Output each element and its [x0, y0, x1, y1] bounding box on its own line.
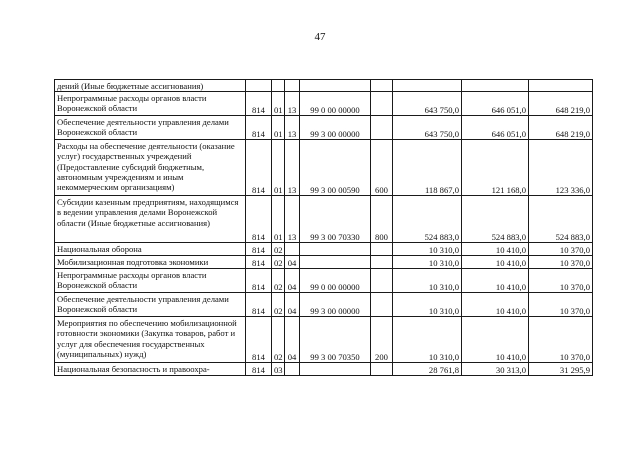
section-code: 02 — [272, 243, 285, 256]
table-row — [55, 293, 593, 317]
ministry-code: 814 — [246, 196, 272, 243]
section-code: 03 — [272, 363, 285, 376]
expense-type-code: 800 — [371, 196, 393, 243]
row-name: Субсидии казенным предприятиям, находящимся в ведении управления делами Воронежской области (Иные бюджетные ассигнования) — [55, 196, 246, 243]
year2-amount: 30 313,0 — [462, 363, 529, 376]
year3-amount: 123 336,0 — [529, 140, 593, 196]
subsection-code: 04 — [285, 269, 300, 293]
expense-type-code — [371, 269, 393, 293]
year1-amount: 10 310,0 — [393, 256, 462, 269]
ministry-code: 814 — [246, 140, 272, 196]
ministry-code: 814 — [246, 293, 272, 317]
target-code — [300, 80, 371, 92]
year1-amount: 118 867,0 — [393, 140, 462, 196]
year1-amount: 10 310,0 — [393, 269, 462, 293]
expense-type-code — [371, 80, 393, 92]
subsection-code: 04 — [285, 256, 300, 269]
row-name: Обеспечение деятельности управления делами Воронежской области — [55, 293, 246, 317]
subsection-code — [285, 80, 300, 92]
table-row — [55, 140, 593, 196]
year3-amount: 10 370,0 — [529, 243, 593, 256]
subsection-code — [285, 243, 300, 256]
year2-amount: 10 410,0 — [462, 293, 529, 317]
subsection-code: 13 — [285, 196, 300, 243]
year1-amount: 10 310,0 — [393, 293, 462, 317]
year1-amount: 524 883,0 — [393, 196, 462, 243]
expense-type-code — [371, 92, 393, 116]
table-row — [55, 363, 593, 376]
row-name: Непрограммные расходы органов власти Воронежской области — [55, 269, 246, 293]
table-row — [55, 196, 593, 243]
ministry-code: 814 — [246, 243, 272, 256]
subsection-code: 13 — [285, 116, 300, 140]
expense-type-code — [371, 116, 393, 140]
year1-amount: 10 310,0 — [393, 243, 462, 256]
year1-amount: 643 750,0 — [393, 92, 462, 116]
ministry-code: 814 — [246, 116, 272, 140]
year1-amount: 643 750,0 — [393, 116, 462, 140]
year3-amount: 524 883,0 — [529, 196, 593, 243]
page-number: 47 — [314, 31, 326, 43]
year2-amount: 121 168,0 — [462, 140, 529, 196]
subsection-code: 13 — [285, 92, 300, 116]
expense-type-code — [371, 363, 393, 376]
year2-amount — [462, 80, 529, 92]
subsection-code: 04 — [285, 293, 300, 317]
row-name: Обеспечение деятельности управления делами Воронежской области — [55, 116, 246, 140]
target-code: 99 3 00 00000 — [300, 116, 371, 140]
table-row — [55, 80, 593, 92]
section-code: 02 — [272, 256, 285, 269]
subsection-code — [285, 363, 300, 376]
year3-amount: 10 370,0 — [529, 269, 593, 293]
ministry-code — [246, 80, 272, 92]
target-code: 99 0 00 00000 — [300, 92, 371, 116]
row-name: Непрограммные расходы органов власти Воронежской области — [55, 92, 246, 116]
year2-amount: 646 051,0 — [462, 116, 529, 140]
table-row — [55, 243, 593, 256]
expense-type-code — [371, 243, 393, 256]
target-code — [300, 256, 371, 269]
target-code: 99 0 00 00000 — [300, 269, 371, 293]
table-row — [55, 269, 593, 293]
expense-type-code — [371, 256, 393, 269]
expense-type-code: 200 — [371, 317, 393, 363]
year1-amount — [393, 80, 462, 92]
row-name: Мероприятия по обеспечению мобилизационной готовности экономики (Закупка товаров, работ и услуг для обеспечения государственных (муниципальных) нужд) — [55, 317, 246, 363]
section-code: 01 — [272, 92, 285, 116]
ministry-code: 814 — [246, 269, 272, 293]
budget-table — [54, 79, 593, 376]
year2-amount: 10 410,0 — [462, 317, 529, 363]
year1-amount: 28 761,8 — [393, 363, 462, 376]
ministry-code: 814 — [246, 317, 272, 363]
row-name: Мобилизационная подготовка экономики — [55, 256, 246, 269]
year2-amount: 646 051,0 — [462, 92, 529, 116]
row-name: Расходы на обеспечение деятельности (оказание услуг) государственных учреждений (Предоставление субсидий бюджетным, автономным учреждениям и иным некоммерческим организациям) — [55, 140, 246, 196]
year3-amount: 648 219,0 — [529, 116, 593, 140]
section-code: 02 — [272, 317, 285, 363]
year2-amount: 524 883,0 — [462, 196, 529, 243]
year3-amount: 10 370,0 — [529, 317, 593, 363]
expense-type-code: 600 — [371, 140, 393, 196]
ministry-code: 814 — [246, 256, 272, 269]
table-row — [55, 92, 593, 116]
ministry-code: 814 — [246, 363, 272, 376]
year3-amount: 10 370,0 — [529, 256, 593, 269]
ministry-code: 814 — [246, 92, 272, 116]
year3-amount: 31 295,9 — [529, 363, 593, 376]
target-code: 99 3 00 00000 — [300, 293, 371, 317]
year3-amount — [529, 80, 593, 92]
table-row — [55, 116, 593, 140]
target-code: 99 3 00 70330 — [300, 196, 371, 243]
section-code: 01 — [272, 140, 285, 196]
expense-type-code — [371, 293, 393, 317]
year3-amount: 10 370,0 — [529, 293, 593, 317]
year1-amount: 10 310,0 — [393, 317, 462, 363]
table-row — [55, 256, 593, 269]
year2-amount: 10 410,0 — [462, 269, 529, 293]
subsection-code: 13 — [285, 140, 300, 196]
target-code — [300, 363, 371, 376]
subsection-code: 04 — [285, 317, 300, 363]
row-name: Национальная оборона — [55, 243, 246, 256]
row-name: Национальная безопасность и правоохра- — [55, 363, 246, 376]
section-code — [272, 80, 285, 92]
target-code: 99 3 00 70350 — [300, 317, 371, 363]
row-name: дений (Иные бюджетные ассигнования) — [55, 80, 246, 92]
year2-amount: 10 410,0 — [462, 256, 529, 269]
section-code: 02 — [272, 269, 285, 293]
table-row — [55, 317, 593, 363]
year2-amount: 10 410,0 — [462, 243, 529, 256]
section-code: 01 — [272, 116, 285, 140]
section-code: 02 — [272, 293, 285, 317]
target-code — [300, 243, 371, 256]
target-code: 99 3 00 00590 — [300, 140, 371, 196]
section-code: 01 — [272, 196, 285, 243]
year3-amount: 648 219,0 — [529, 92, 593, 116]
